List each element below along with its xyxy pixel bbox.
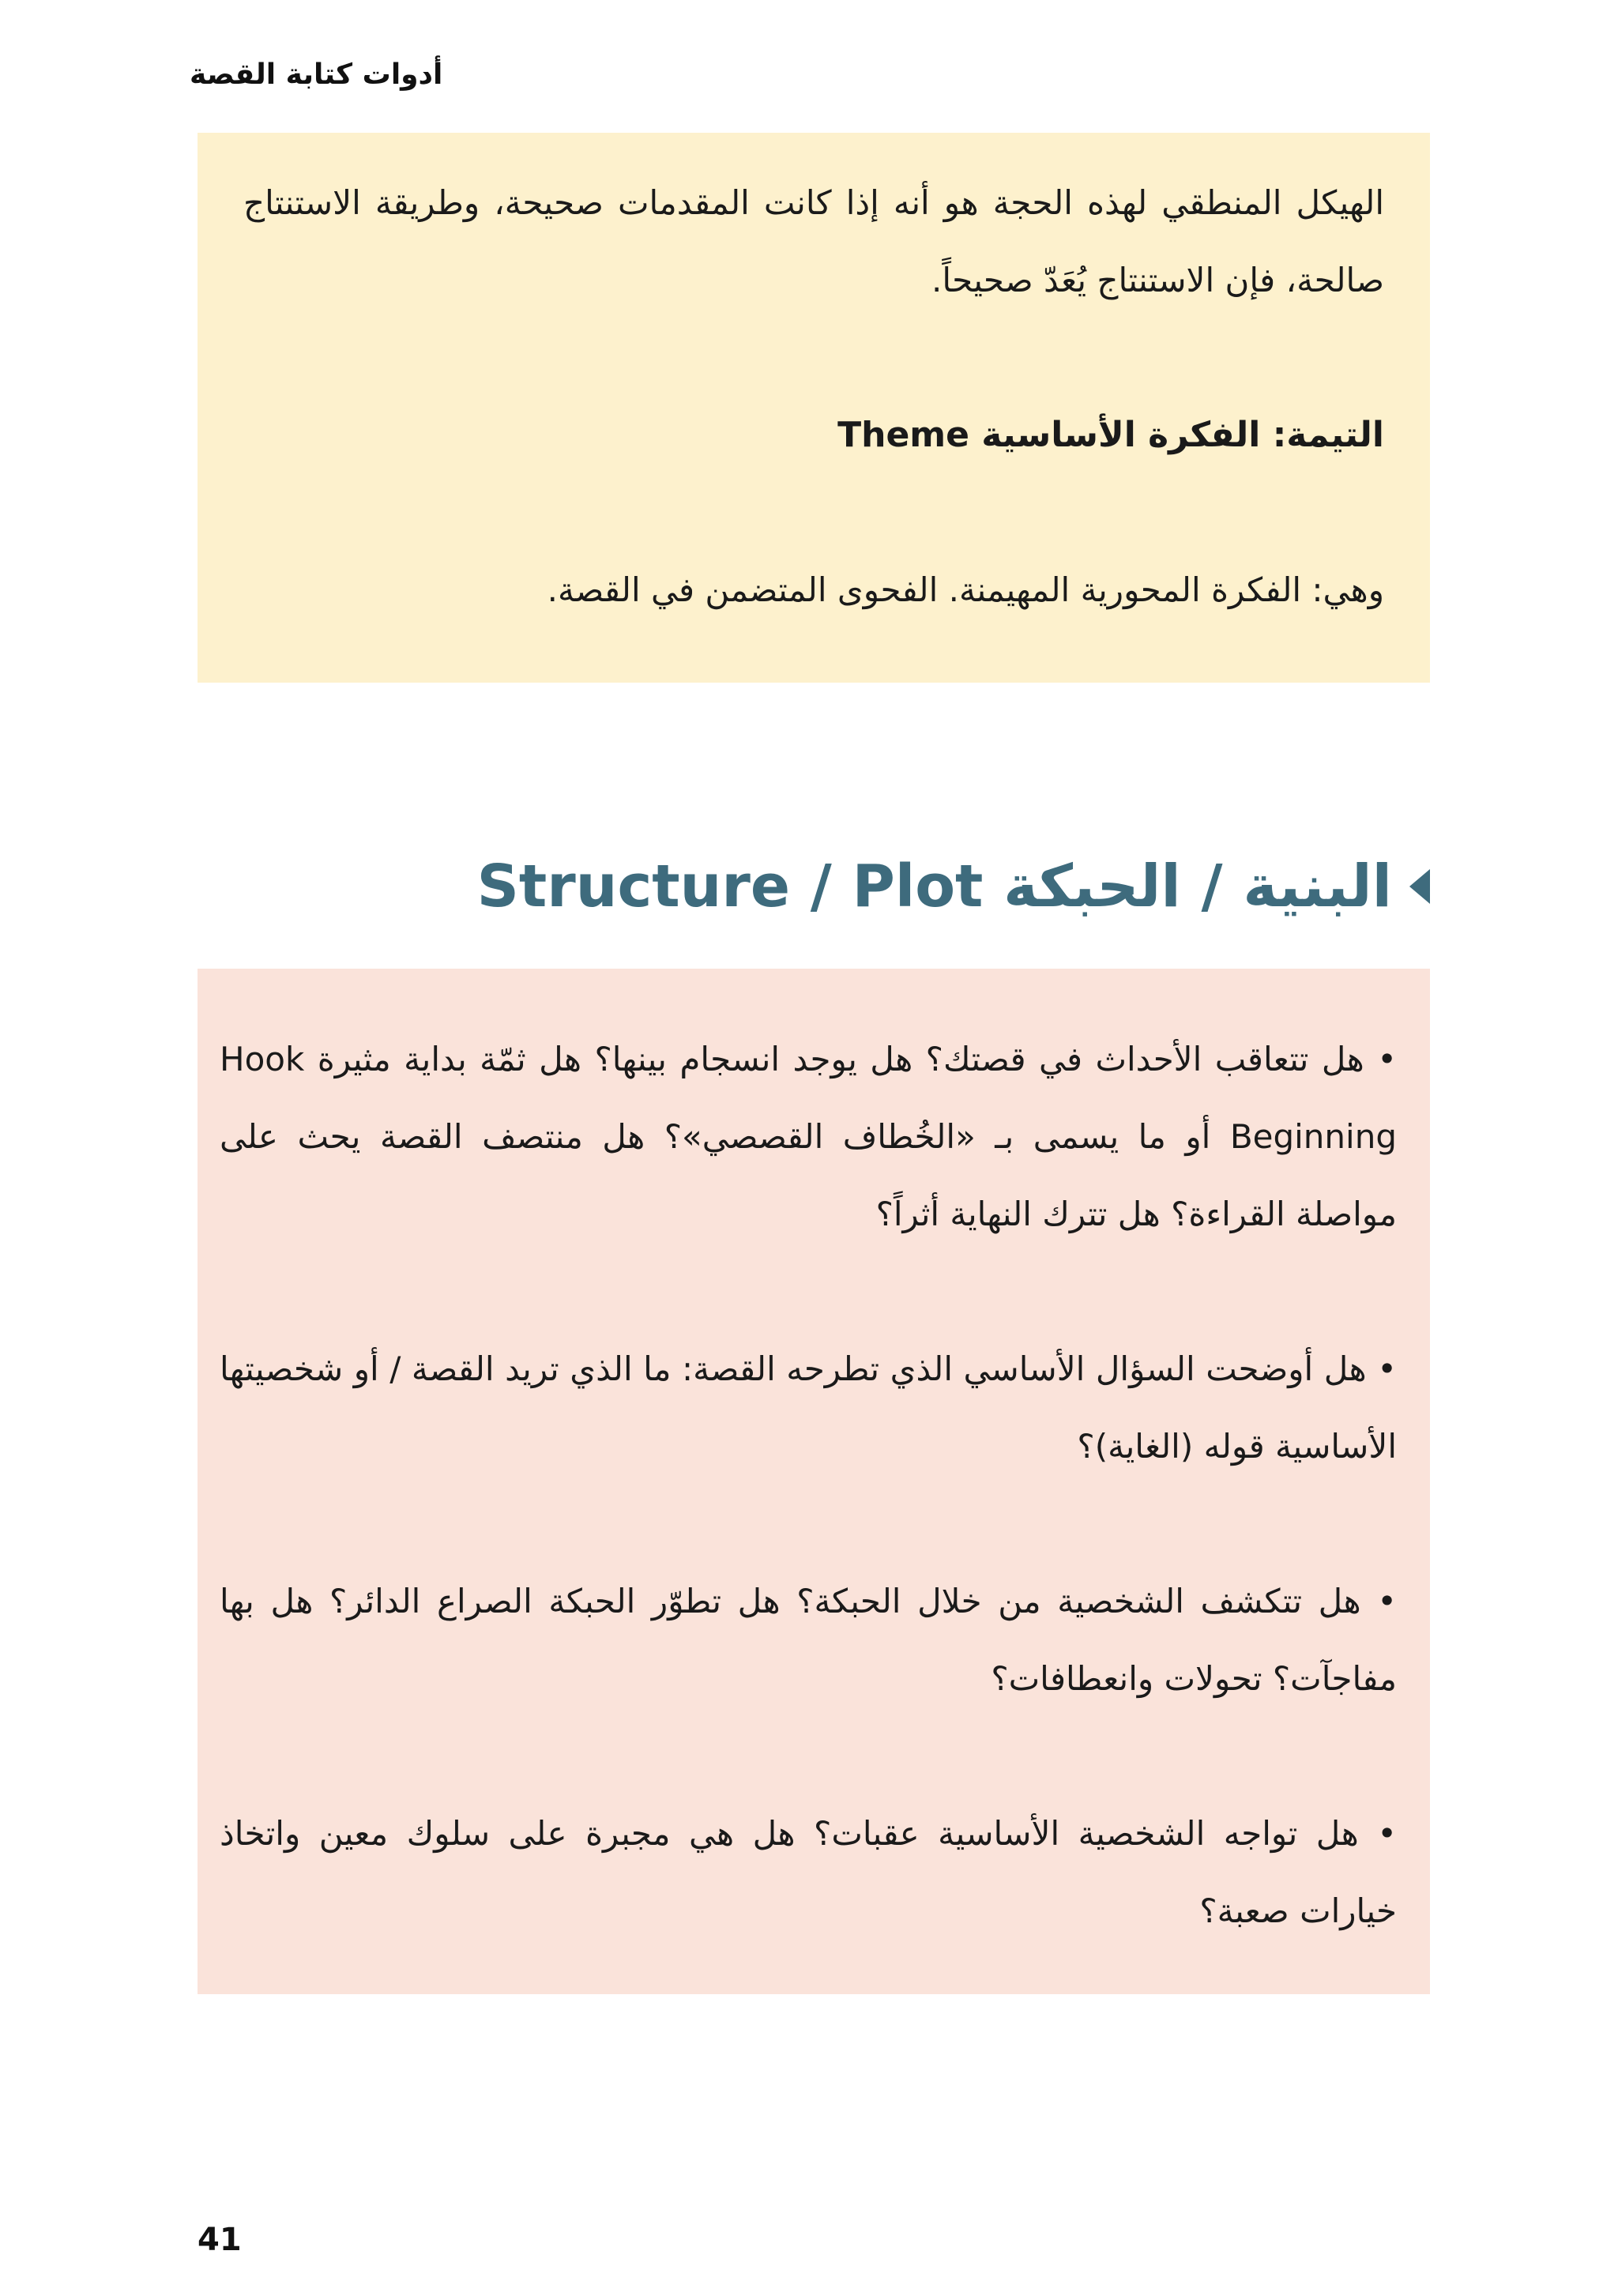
section-heading [477, 847, 1430, 926]
plot-bullet-1: • هل تتعاقب الأحداث في قصتك؟ هل يوجد انسجام بينها؟ هل ثمّة بداية مثيرة Hook Beginning أو ما يسمى بـ «الخُطاف القصصي»؟ هل منتصف القصة يحث على مواصلة القراءة؟ هل تترك النهاية أثراً؟ [220, 1040, 1397, 1233]
theme-definition: وهي: الفكرة المحورية المهيمنة. الفحوى المتضمن في القصة. [547, 570, 1384, 609]
plot-bullet-3: • هل تتكشف الشخصية من خلال الحبكة؟ هل تطوّر الحبكة الصراع الدائر؟ هل بها مفاجآت؟ تحولات وانعطافات؟ [220, 1582, 1397, 1698]
plot-box [198, 969, 1430, 1994]
section-title: البنية / الحبكة Structure / Plot [476, 853, 1392, 920]
spacer [243, 474, 1384, 551]
spacer [243, 319, 1384, 397]
spacer [220, 1253, 1397, 1331]
plot-bullet-2: • هل أوضحت السؤال الأساسي الذي تطرحه القصة: ما الذي تريد القصة / أو شخصيتها الأساسية قوله (الغاية)؟ [220, 1349, 1397, 1466]
spacer [220, 1718, 1397, 1795]
running-header: أدوات كتابة القصة [190, 58, 443, 91]
chevron-left-icon [1409, 869, 1430, 904]
theme-intro-paragraph: الهيكل المنطقي لهذه الحجة هو أنه إذا كانت المقدمات صحيحة، وطريقة الاستنتاج صالحة، فإن الاستنتاج يُعَدّ صحيحاً. [243, 183, 1384, 299]
page-number: 41 [198, 2222, 242, 2258]
theme-box [198, 133, 1430, 683]
theme-heading: التيمة: الفكرة الأساسية Theme [837, 415, 1384, 455]
spacer [220, 1485, 1397, 1563]
plot-bullet-4: • هل تواجه الشخصية الأساسية عقبات؟ هل هي مجبرة على سلوك معين واتخاذ خيارات صعبة؟ [220, 1814, 1397, 1930]
